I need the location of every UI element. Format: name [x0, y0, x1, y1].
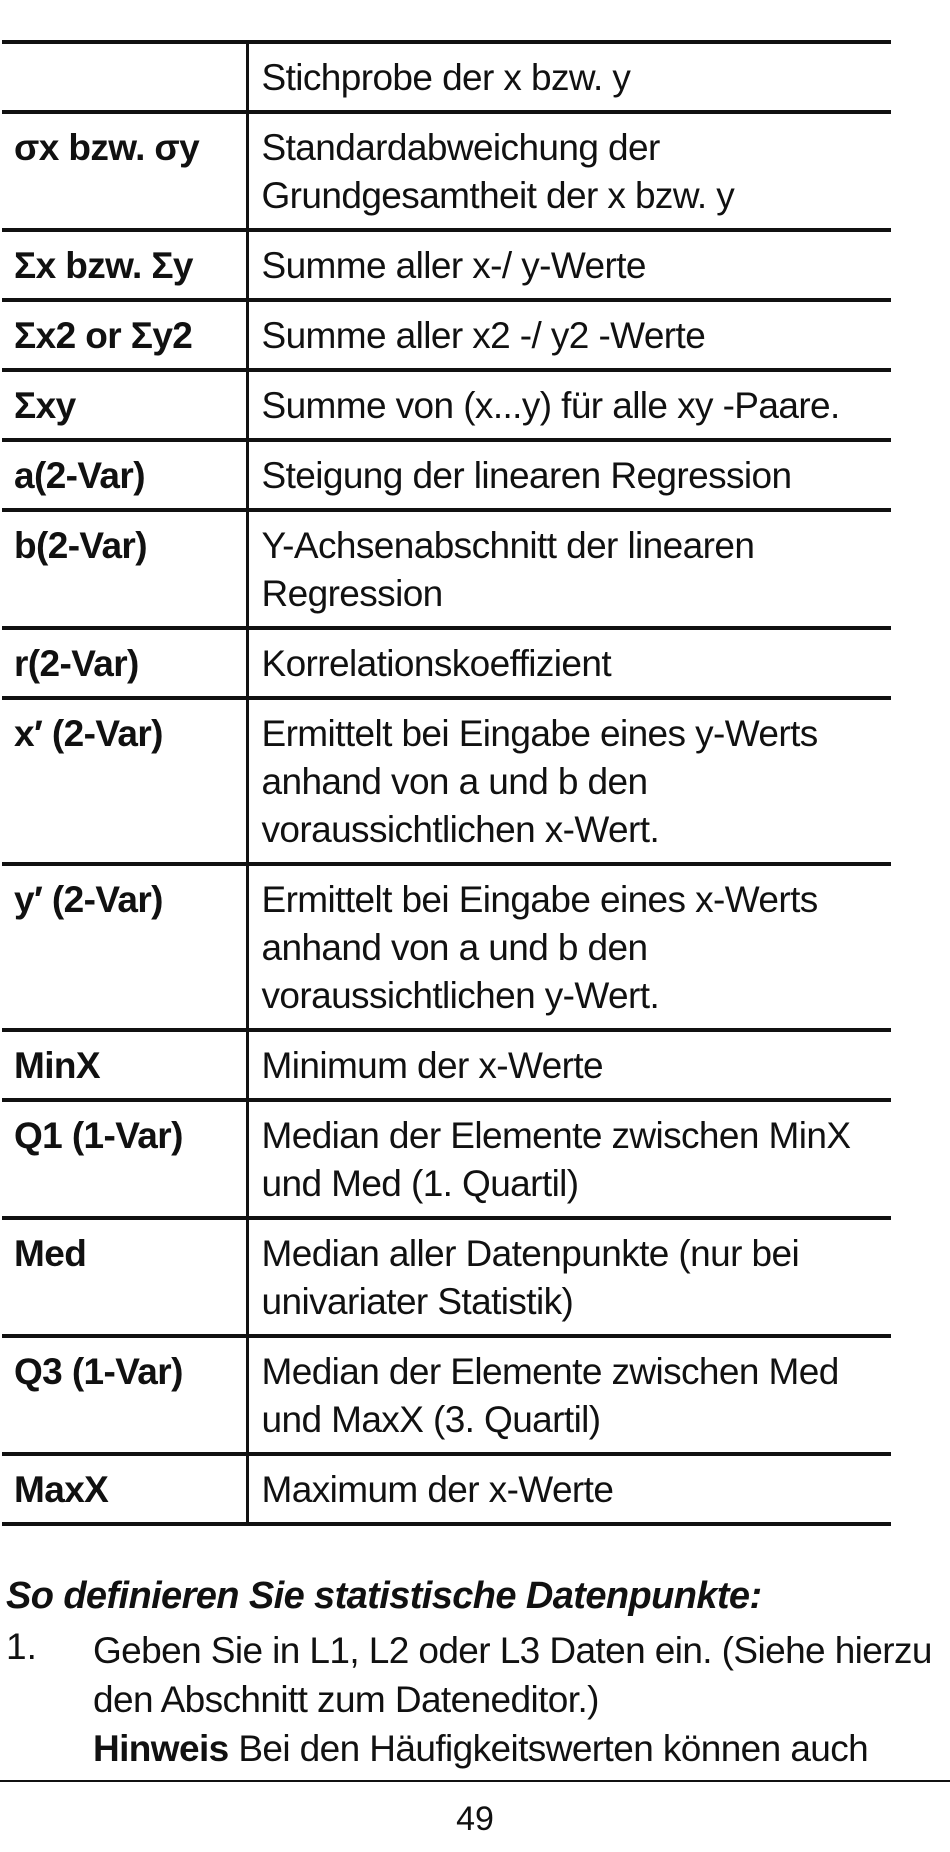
- term-cell: [2, 440, 247, 510]
- footer-divider: [0, 1780, 950, 1782]
- term-label: Σx bzw. Σy: [14, 245, 193, 286]
- table-row: [2, 230, 891, 300]
- description-cell: Stichprobe der x bzw. y: [261, 57, 631, 98]
- term-label: a(2-Var): [14, 455, 145, 496]
- term-cell: [2, 698, 247, 864]
- table-row: [2, 1100, 891, 1218]
- term-cell: [2, 370, 247, 440]
- term-label: Q3 (1-Var): [14, 1351, 183, 1392]
- term-label: r(2-Var): [14, 643, 139, 684]
- statistics-variables-table: [2, 40, 891, 1526]
- description-cell: Steigung der linearen Regression: [261, 455, 792, 496]
- term-label: MaxX: [14, 1469, 109, 1510]
- term-cell: [2, 42, 247, 112]
- step-text-block: [93, 1626, 933, 1773]
- description-cell: Summe aller x-/ y-Werte: [261, 245, 646, 286]
- description-cell: Median aller Datenpunkte (nur bei univariater Statistik): [261, 1233, 800, 1322]
- table-body: [2, 42, 891, 1524]
- term-cell: [2, 864, 247, 1030]
- term-cell: [2, 1218, 247, 1336]
- term-cell: [2, 300, 247, 370]
- term-cell: [2, 1336, 247, 1454]
- description-cell: Minimum der x-Werte: [261, 1045, 604, 1086]
- description-cell: Y-Achsenabschnitt der linearen Regression: [261, 525, 755, 614]
- table-row: [2, 864, 891, 1030]
- term-label: Med: [14, 1233, 87, 1274]
- description-cell: Korrelationskoeffizient: [261, 643, 612, 684]
- term-label: Σxy: [14, 385, 76, 426]
- table-row: [2, 1454, 891, 1524]
- description-cell: Ermittelt bei Eingabe eines x-Werts anhand von a und b den voraussichtlichen y-Wert.: [261, 879, 818, 1016]
- term-cell: [2, 510, 247, 628]
- term-label: Q1 (1-Var): [14, 1115, 183, 1156]
- term-cell: [2, 1030, 247, 1100]
- description-cell: Median der Elemente zwischen Med und MaxX (3. Quartil): [261, 1351, 839, 1440]
- table-row: [2, 440, 891, 510]
- description-cell: Standardabweichung der Grundgesamtheit der x bzw. y: [261, 127, 735, 216]
- term-label: σx bzw. σy: [14, 127, 200, 168]
- note-text: Bei den Häufigkeitswerten können auch: [238, 1728, 869, 1769]
- table-row: [2, 510, 891, 628]
- description-cell: Summe aller x2 -/ y2 -Werte: [261, 315, 706, 356]
- description-cell: Summe von (x...y) für alle xy -Paare.: [261, 385, 840, 426]
- term-cell: [2, 1454, 247, 1524]
- page-number: 49: [456, 1800, 494, 1838]
- table-row: [2, 112, 891, 230]
- term-label: Σx2 or Σy2: [14, 315, 193, 356]
- table-row: [2, 1336, 891, 1454]
- term-cell: [2, 1100, 247, 1218]
- description-cell: Median der Elemente zwischen MinX und Med (1. Quartil): [261, 1115, 851, 1204]
- table-row: [2, 1030, 891, 1100]
- description-cell: Maximum der x-Werte: [261, 1469, 614, 1510]
- section-heading: So definieren Sie statistische Datenpunkte:: [6, 1575, 762, 1617]
- table-row: [2, 370, 891, 440]
- term-cell: [2, 112, 247, 230]
- table-row: [2, 300, 891, 370]
- table-row: [2, 698, 891, 864]
- step-text: Geben Sie in L1, L2 oder L3 Daten ein. (Siehe hierzu den Abschnitt zum Dateneditor.): [93, 1630, 932, 1720]
- note-label: Hinweis: [93, 1728, 229, 1769]
- term-label: x′ (2-Var): [14, 713, 163, 754]
- term-cell: [2, 230, 247, 300]
- term-label: MinX: [14, 1045, 100, 1086]
- description-cell: Ermittelt bei Eingabe eines y-Werts anhand von a und b den voraussichtlichen x-Wert.: [261, 713, 818, 850]
- step-number: 1.: [6, 1626, 37, 1667]
- table-row: [2, 42, 891, 112]
- term-cell: [2, 628, 247, 698]
- term-label: y′ (2-Var): [14, 879, 163, 920]
- table-row: [2, 628, 891, 698]
- term-label: b(2-Var): [14, 525, 147, 566]
- table-row: [2, 1218, 891, 1336]
